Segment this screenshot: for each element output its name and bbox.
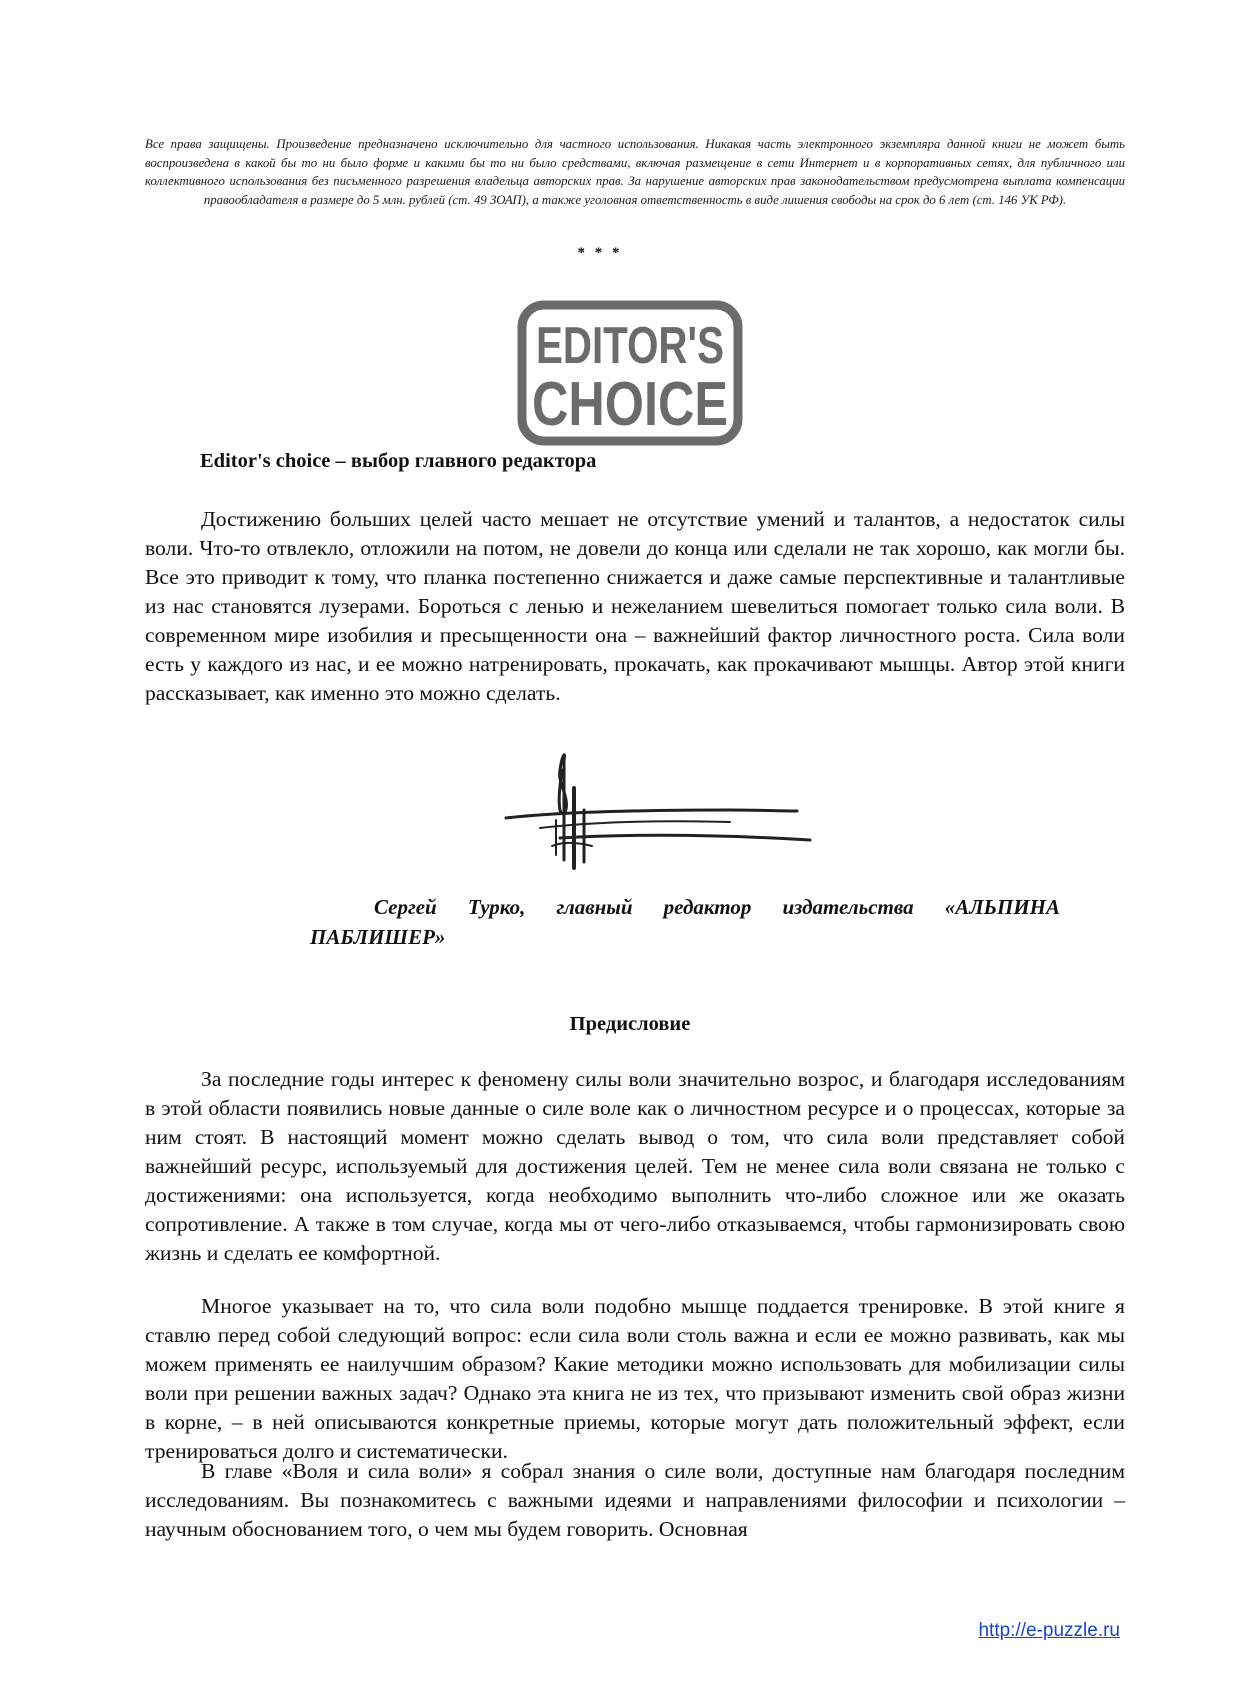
editors-choice-paragraph: Достижению больших целей часто мешает не отсутствие умений и талантов, а недостаток силы воли. Что-то отвлекло, отложили на потом, не довели до конца или сделали не так хорошо, как могли бы. Все это приводит к тому, что планка постепенно снижается и даже самые перспективные и талантливые из нас становятся лузерами. Бороться с ленью и нежеланием шевелиться помогает только сила воли. В современном мире изобилия и пресыщенности она – важнейший фактор личностного роста. Сила воли есть у каждого из нас, и ее можно натренировать, прокачать, как прокачивают мышцы. Автор этой книги рассказывает, как именно это можно сделать. <box>145 507 1125 705</box>
preface-title: Предисловие <box>569 1013 691 1035</box>
editor-signature <box>500 750 820 880</box>
preface-paragraph-3: В главе «Воля и сила воли» я собрал знания о силе воли, доступные нам благодаря последним исследованиям. Вы познакомитесь с важными идеями и направлениями философии и психологии – научным обоснованием того, о чем мы будем говорить. Основная <box>145 1459 1125 1541</box>
editor-signature-caption: Сергей Турко, главный редактор издательства «АЛЬПИНА ПАБЛИШЕР» <box>310 895 1060 949</box>
editors-choice-logo <box>517 300 743 446</box>
section-separator: * * * <box>577 245 623 261</box>
site-link[interactable]: http://e-puzzle.ru <box>978 1620 1120 1641</box>
preface-paragraph-2: Многое указывает на то, что сила воли подобно мышце поддается тренировке. В этой книге я ставлю перед собой следующий вопрос: если сила воли столь важна и если ее можно развивать, как мы можем применять ее наилучшим образом? Какие методики можно использовать для мобилизации силы воли при решении важных задач? Однако эта книга не из тех, что призывают изменить свой образ жизни в корне, – в ней описываются конкретные приемы, которые могут дать положительный эффект, если тренироваться долго и систематически. <box>145 1294 1125 1463</box>
editors-choice-heading: Editor's choice – выбор главного редактора <box>200 450 597 472</box>
copyright-notice: Все права защищены. Произведение предназначено исключительно для частного использования. Никакая часть электронного экземпляра данной книги не может быть воспроизведена в какой бы то ни было форме и какими бы то ни было средствами, включая размещение в сети Интернет и в корпоративных сетях, для публичного или коллективного использования без письменного разрешения владельца авторских прав. За нарушение авторских прав законодательством предусмотрена выплата компенсации правообладателя в размере до 5 млн. рублей (ст. 49 ЗОАП), а также уголовная ответственность в виде лишения свободы на срок до 6 лет (ст. 146 УК РФ). <box>145 137 1125 207</box>
svg-text:EDITOR'S: EDITOR'S <box>536 317 724 375</box>
svg-text:CHOICE: CHOICE <box>532 370 728 439</box>
preface-paragraph-1: За последние годы интерес к феномену силы воли значительно возрос, и благодаря исследованиям в этой области появились новые данные о силе воле как о личностном ресурсе и о процессах, которые за ним стоят. В настоящий момент можно сделать вывод о том, что сила воли представляет собой важнейший ресурс, используемый для достижения целей. Тем не менее сила воли связана не только с достижениями: она используется, когда необходимо выполнить что-либо сложное или же оказать сопротивление. А также в том случае, когда мы от чего-либо отказываемся, чтобы гармонизировать свою жизнь и сделать ее комфортной. <box>145 1067 1125 1265</box>
